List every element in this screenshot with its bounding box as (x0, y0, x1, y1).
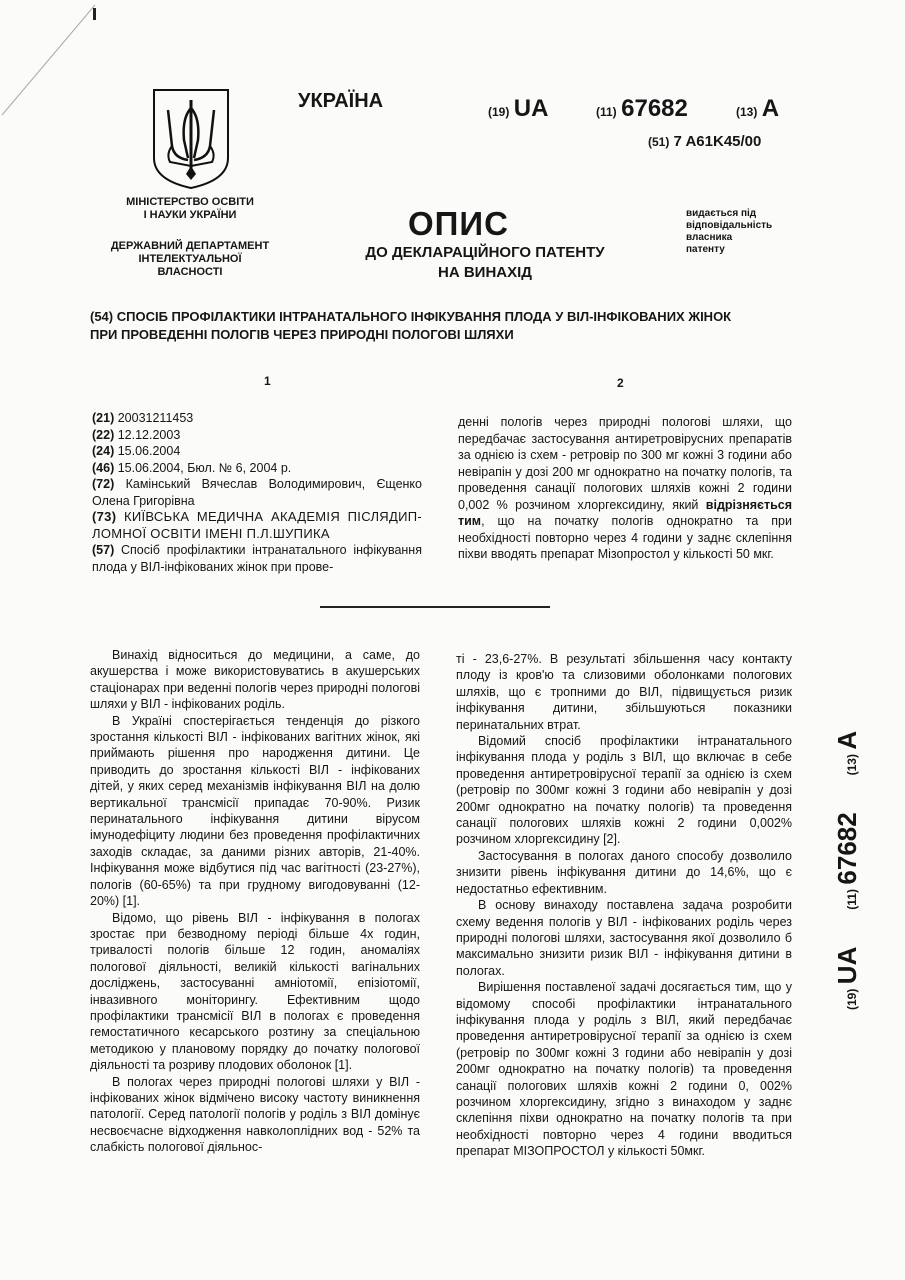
section-divider (320, 606, 550, 608)
claim-start: (57) Спосіб профілактики інтранатального інфікування плода у ВІЛ-інфікованих жінок при прове- (92, 543, 422, 574)
claim-continuation: денні пологів через природні пологові шляхи, що передбачає застосування антиретровірусних препаратів за однією із схем - ретровір по 300 мг кожні 3 години або невірапін у дозі 200 мг однократно на початку пологів, та проведення санації пологових шляхів кожні 2 години 0,002 % розчином хлоргексидину, який відрізняється тим, що на початку пологів однократно та при необхідності повторно через 4 години у заднє склепіння піхви вводять препарат Мізопростол у кількості 50 мкг. (458, 415, 792, 561)
code-13: (13) A (736, 95, 780, 122)
paragraph: Відомо, що рівень ВІЛ - інфікування в пологах зростає при безводному періоді більше 4х годин, тривалості пологів більше 12 годин, аномаліях пологової діяльності, великій кількості вагінальних досліджень, застосуванні амніотомії, епізіотомії, інвазивного моніторингу. Ефективним щодо профілактики трансмісії ВІЛ в пологах є проведення гемостатичного кесарського розтину за спеціальною методикою у плановому порядку до початку пологової діяльності та розриву плодових оболонок [1]. (90, 910, 420, 1073)
description-right-column (456, 651, 792, 1160)
document-subtitle: ДО ДЕКЛАРАЦІЙНОГО ПАТЕНТУ НА ВИНАХІД (365, 244, 605, 281)
biblio-24: (24) 15.06.2004 (92, 444, 181, 458)
description-left-column (90, 647, 420, 1156)
department-name: ДЕРЖАВНИЙ ДЕПАРТАМЕНТ ІНТЕЛЕКТУАЛЬНОЇ ВЛАСНОСТІ (110, 240, 270, 278)
document-title: ОПИС (408, 205, 509, 242)
bibliographic-data (92, 410, 422, 575)
paragraph: В пологах через природні пологові шляхи у ВІЛ - інфікованих жінок відмічено високу частоту виникнення патології. Серед патології пологів у роділь з ВІЛ домінує несвоєчасне відходження навколоплідних вод - 52% та слабкість пологової діяльнос- (90, 1074, 420, 1155)
biblio-46: (46) 15.06.2004, Бюл. № 6, 2004 р. (92, 460, 292, 475)
issuance-note: видається під відповідальність власника патенту (686, 208, 773, 255)
country-name: УКРАЇНА (298, 90, 384, 112)
column-number-right: 2 (617, 376, 624, 390)
ministry-name: МІНІСТЕРСТВО ОСВІТИ І НАУКИ УКРАЇНИ (126, 196, 254, 221)
paragraph: Застосування в пологах даного способу дозволило знизити рівень інфікування дитини до 14,6%, що є недостатньо ефективним. (456, 848, 792, 896)
vertical-patent-code: (19) UA (11) 67682 (13) A (832, 730, 862, 1010)
biblio-22: (22) 12.12.2003 (92, 427, 181, 442)
invention-title: (54) СПОСІБ ПРОФІЛАКТИКИ ІНТРАНАТАЛЬНОГО ІНФІКУВАННЯ ПЛОДА У ВІЛ-ІНФІКОВАНИХ ЖІНОК ПРИ ПРОВЕДЕННІ ПОЛОГІВ ЧЕРЕЗ ПРИРОДНІ ПОЛОГОВІ ШЛЯХИ (90, 309, 732, 342)
column-number-left: 1 (264, 374, 271, 388)
paragraph: В Україні спостерігається тенденція до різкого зростання кількості ВІЛ - інфікованих вагітних жінок, які приймають рішення про народження дитини. Це приводить до зростання кількості ВІЛ - інфікованих дітей, у яких серед механізмів інфікування ВІЛ на долю вертикальної трансмісії припадає 70-90%. Ризик перинатального інфікування дитини вірусом імунодефіциту людини без проведення профілактичних заходів складає, за даними різних авторів, 21-40%. Інфікування може відбутися під час вагітності (23-27%), пологів (60-65%) та при грудному вигодовуванні (12-20%) [1]. (90, 713, 420, 909)
scan-mark (0, 0, 100, 120)
paragraph: Винахід відноситься до медицини, а саме, до акушерства і може використовуватись в акушерських стаціонарах при веденні пологів через природні пологові шляхи у ВІЛ - інфікованих роділь. (90, 648, 420, 712)
paragraph: Відомий спосіб профілактики інтранатального інфікування плода у роділь з ВІЛ, що включає в себе проведення антиретровірусної терапії за однією із схем (ретровір по 300мг кожні 3 години або невірапін у дозі 200мг однократно на початку пологів) та проведення санації пологових шляхів кожні 2 години 0,002% розчином хлоргексидину [2]. (456, 734, 792, 847)
ipc-classification: (51) 7 A61K45/00 (648, 133, 762, 150)
paragraph: Вирішення поставленої задачі досягається тим, що у відомому способі профілактики інтранатального інфікування плода у роділь з ВІЛ, який передбачає проведення антиретровірусної терапії за однією із схем (ретровір по 300мг кожні 3 години або невірапін у дозі 200мг однократно на початку пологів) та проведення санації пологових шляхів кожні 2 години 0, 002% розчином хлоргексидину, згідно з винаходом у заднє склепіння піхви однократно на початку пологів та при необхідності повторно через 4 години вводиться препарат МІЗОПРОСТОЛ у кількості 50мкг. (456, 980, 792, 1159)
biblio-72: (72) Камінський Вячеслав Володимирович, Єщенко Олена Григорівна (92, 477, 422, 508)
code-11: (11) 67682 (596, 95, 688, 122)
paragraph: В основу винаходу поставлена задача розробити схему ведення пологів у ВІЛ - інфікованих роділь через природні пологові шляхи, застосування якої дозволило б максимально знизити ризик ВІЛ - інфікування дитини в пологах. (456, 898, 792, 978)
paragraph: ті - 23,6-27%. В результаті збільшення часу контакту плоду із кров'ю та слизовими оболонками пологових шляхів, що є тропними до ВІЛ, підвищується ризик інфікування дитини, збільшуються показники перинатальних втрат. (456, 652, 792, 732)
biblio-21: (21) 20031211453 (92, 411, 194, 425)
biblio-73: (73) КИЇВСЬКА МЕДИЧНА АКАДЕМІЯ ПІСЛЯДИП-ЛОМНОЇ ОСВІТИ ІМЕНІ П.Л.ШУПИКА (92, 509, 422, 541)
coat-of-arms-icon (152, 88, 230, 190)
code-19: (19) UA (488, 95, 549, 122)
